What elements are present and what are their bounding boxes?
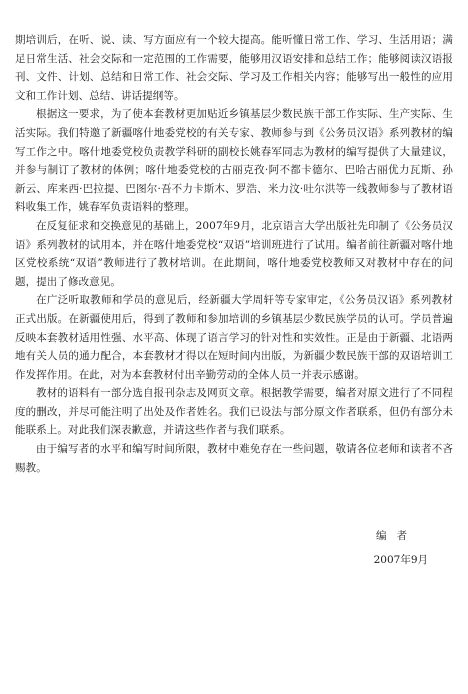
paragraph-6: 由于编写者的水平和编写时间所限，教材中难免存在一些问题，敬请各位老师和读者不吝赐教。 [15, 443, 453, 474]
paragraph-4: 在广泛听取教师和学员的意见后，经新疆大学周轩等专家审定，《公务员汉语》系列教材正式出版。在新疆使用后，得到了教师和参加培训的乡镇基层少数民族学员的认可。学员普遍反映本套教材适用性强、水平高、体现了语言学习的针对性和实效性。正是由于新疆、北语两地有关人员的通力配合，本套教材才得以在短时间内出版，为新疆少数民族干部的双语培训工作发挥作用。在此，对为本套教材付出辛勤劳动的全体人员一并表示感谢。 [15, 294, 453, 381]
paragraph-2: 根据这一要求，为了使本套教材更加贴近乡镇基层少数民族干部工作实际、生产实际、生活实际。我们特邀了新疆喀什地委党校的有关专家、教师参与到《公务员汉语》系列教材的编写工作之中。喀什地委党校负责教学科研的副校长姚春军同志为教材的编写提供了大量建议，并参与制订了教材的体例；喀什地委党校的古丽克孜·阿不都卡德尔、巴哈古丽优力瓦斯、孙新云、库来西·巴拉提、巴图尔·吾不力卡斯木、罗浩、米力汶·吐尔洪等一线教师参与了教材语料收集工作，姚春军负责语料的整理。 [15, 108, 453, 214]
signature-date: 2007年9月 [373, 554, 428, 566]
document-page [15, 0, 453, 694]
paragraph-3: 在反复征求和交换意见的基础上，2007年9月，北京语言大学出版社先印制了《公务员汉语》系列教材的试用本，并在喀什地委党校“双语”培训班进行了试用。编者前往新疆对喀什地区党校系统“双语”教师进行了教材培训。在此期间，喀什地委党校教师又对教材中存在的问题，提出了修改意见。 [15, 219, 453, 288]
document-body [15, 31, 453, 477]
paragraph-5: 教材的语料有一部分选自报刊杂志及网页文章。根据教学需要，编者对原文进行了不同程度的删改，并尽可能注明了出处及作者姓名。我们已设法与部分原文作者联系，但仍有部分未能联系上。对此我们深表歉意，并请这些作者与我们联系。 [15, 387, 453, 437]
paragraph-1: 期培训后，在听、说、读、写方面应有一个较大提高。能听懂日常工作、学习、生活用语；满足日常生活、社会交际和一定范围的工作需要，能够用汉语安排和总结工作；能够阅读汉语报刊、文件、计划、总结和日常工作、社会交际、学习及工作相关内容；能够写出一般性的应用文和工作计划、总结、讲话提纲等。 [15, 34, 453, 102]
signature-editor: 编者 [376, 530, 417, 542]
